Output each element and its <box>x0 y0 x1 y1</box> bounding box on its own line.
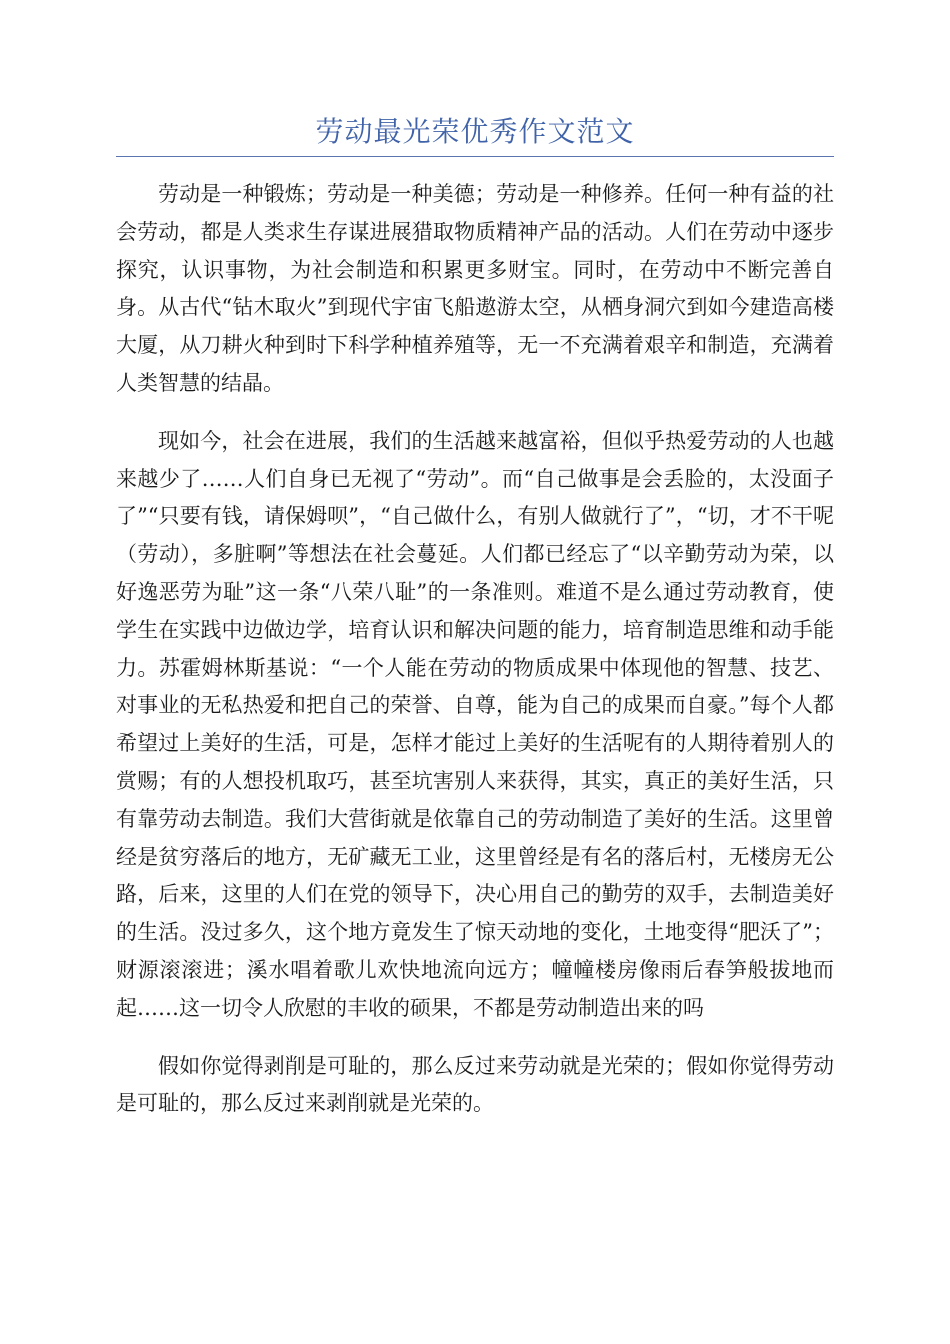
paragraph-2: 现如今，社会在进展，我们的生活越来越富裕，但似乎热爱劳动的人也越来越少了……人们自身已无视了“劳动”。而“自己做事是会丢脸的，太没面子了”“只要有钱，请保姆呗”，“自己做什么，有别人做就行了”，“切，才不干呢（劳动），多脏啊”等想法在社会蔓延。人们都已经忘了“以辛勤劳动为荣，以好逸恶劳为耻”这一条“八荣八耻”的一条准则。难道不是么通过劳动教育，使学生在实践中边做边学，培育认识和解决问题的能力，培育制造思维和动手能力。苏霍姆林斯基说：“一个人能在劳动的物质成果中体现他的智慧、技艺、对事业的无私热爱和把自己的荣誉、自尊，能为自己的成果而自豪。”每个人都希望过上美好的生活，可是，怎样才能过上美好的生活呢有的人期待着别人的赏赐；有的人想投机取巧，甚至坑害别人来获得，其实，真正的美好生活，只有靠劳动去制造。我们大营街就是依靠自己的劳动制造了美好的生活。这里曾经是贫穷落后的地方，无矿藏无工业，这里曾经是有名的落后村，无楼房无公路，后来，这里的人们在党的领导下，决心用自己的勤劳的双手，去制造美好的生活。没过多久，这个地方竟发生了惊天动地的变化，土地变得“肥沃了”；财源滚滚进；溪水唱着歌儿欢快地流向远方；幢幢楼房像雨后春笋般拔地而起……这一切令人欣慰的丰收的硕果，不都是劳动制造出来的吗 <box>116 428 834 1020</box>
document-body <box>116 176 834 1143</box>
document-title: 劳动最光荣优秀作文范文 <box>315 115 635 148</box>
title-block <box>116 112 834 157</box>
paragraph-3: 假如你觉得剥削是可耻的，那么反过来劳动就是光荣的；假如你觉得劳动是可耻的，那么反过来剥削就是光荣的。 <box>116 1053 834 1116</box>
paragraph-1: 劳动是一种锻炼；劳动是一种美德；劳动是一种修养。任何一种有益的社会劳动，都是人类求生存谋进展猎取物质精神产品的活动。人们在劳动中逐步探究，认识事物，为社会制造和积累更多财宝。同时，在劳动中不断完善自身。从古代“钻木取火”到现代宇宙飞船遨游太空，从栖身洞穴到如今建造高楼大厦，从刀耕火种到时下科学种植养殖等，无一不充满着艰辛和制造，充满着人类智慧的结晶。 <box>116 182 834 395</box>
